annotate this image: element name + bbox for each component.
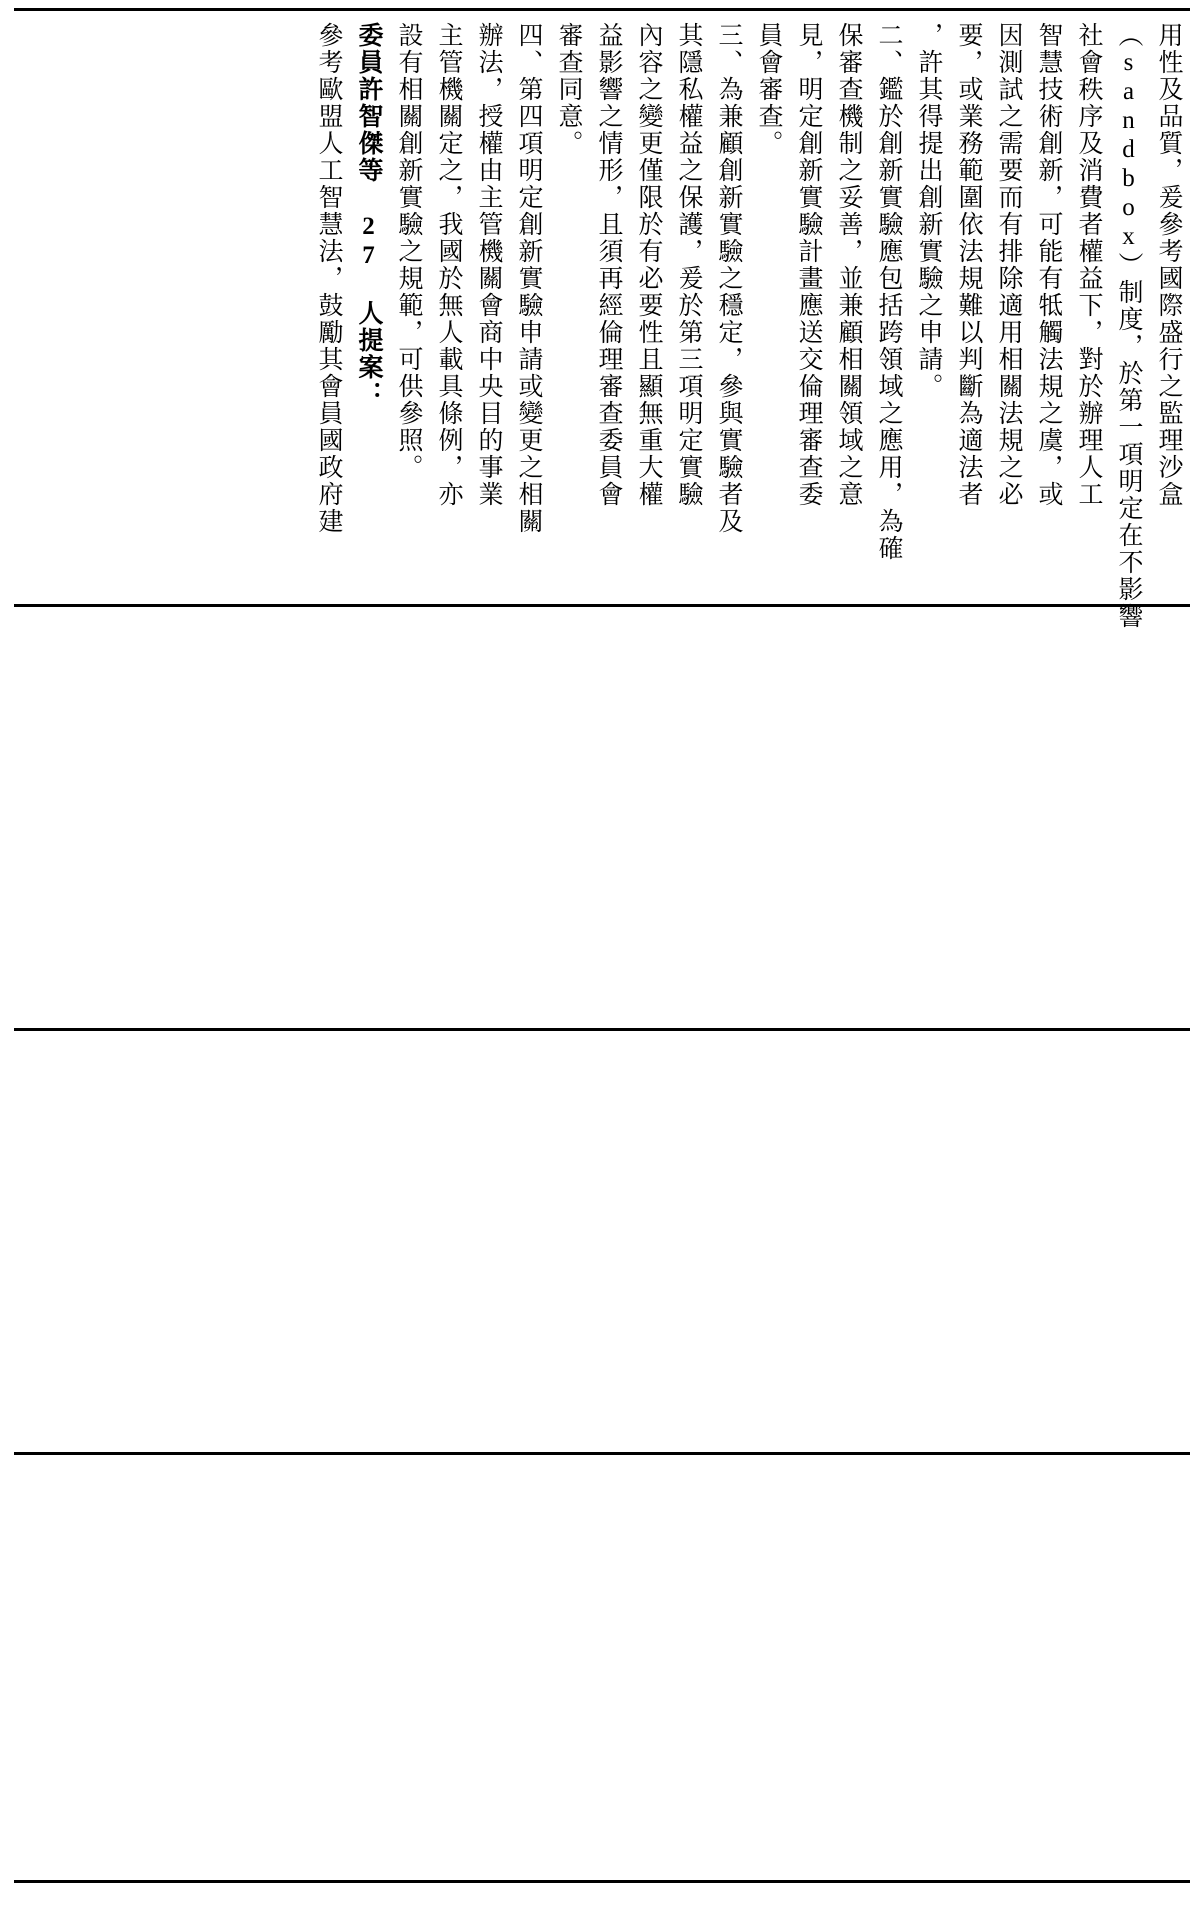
proposal-heading: 委員許智傑等 27 人提案：	[355, 22, 382, 408]
horizontal-rule-1	[14, 604, 1190, 607]
text-column: 三、為兼顧創新實驗之穩定，參與實驗者及	[715, 22, 742, 535]
text-column: 辦法，授權由主管機關會商中央目的事業	[475, 22, 502, 508]
text-column: 其隱私權益之保護，爰於第三項明定實驗	[675, 22, 702, 508]
text-column: 見，明定創新實驗計畫應送交倫理審查委	[795, 22, 822, 508]
horizontal-rule-top	[14, 8, 1190, 11]
text-column: ，許其得提出創新實驗之申請。	[915, 22, 942, 400]
text-column: 要，或業務範圍依法規難以判斷為適法者	[955, 22, 982, 508]
text-column: 二、鑑於創新實驗應包括跨領域之應用，為確	[875, 22, 902, 562]
text-column: 社會秩序及消費者權益下，對於辦理人工	[1075, 22, 1102, 508]
text-column: 益影響之情形，且須再經倫理審查委員會	[595, 22, 622, 508]
horizontal-rule-2	[14, 1028, 1190, 1031]
horizontal-rule-3	[14, 1452, 1190, 1455]
vertical-text-body	[16, 22, 1188, 630]
text-column: （sandbox）制度，於第一項明定在不影響	[1115, 22, 1142, 630]
text-column: 主管機關定之，我國於無人載具條例，亦	[435, 22, 462, 508]
text-column: 保審查機制之妥善，並兼顧相關領域之意	[835, 22, 862, 508]
text-column: 設有相關創新實驗之規範，可供參照。	[395, 22, 422, 481]
text-column: 用性及品質，爰參考國際盛行之監理沙盒	[1155, 22, 1182, 508]
text-column: 內容之變更僅限於有必要性且顯無重大權	[635, 22, 662, 508]
horizontal-rule-bottom	[14, 1880, 1190, 1883]
text-column: 四、第四項明定創新實驗申請或變更之相關	[515, 22, 542, 535]
text-column: 審查同意。	[555, 22, 582, 157]
text-column: 員會審查。	[755, 22, 782, 157]
text-column: 因測試之需要而有排除適用相關法規之必	[995, 22, 1022, 508]
text-column: 智慧技術創新，可能有牴觸法規之虞，或	[1035, 22, 1062, 508]
text-column: 參考歐盟人工智慧法，鼓勵其會員國政府建	[315, 22, 342, 535]
